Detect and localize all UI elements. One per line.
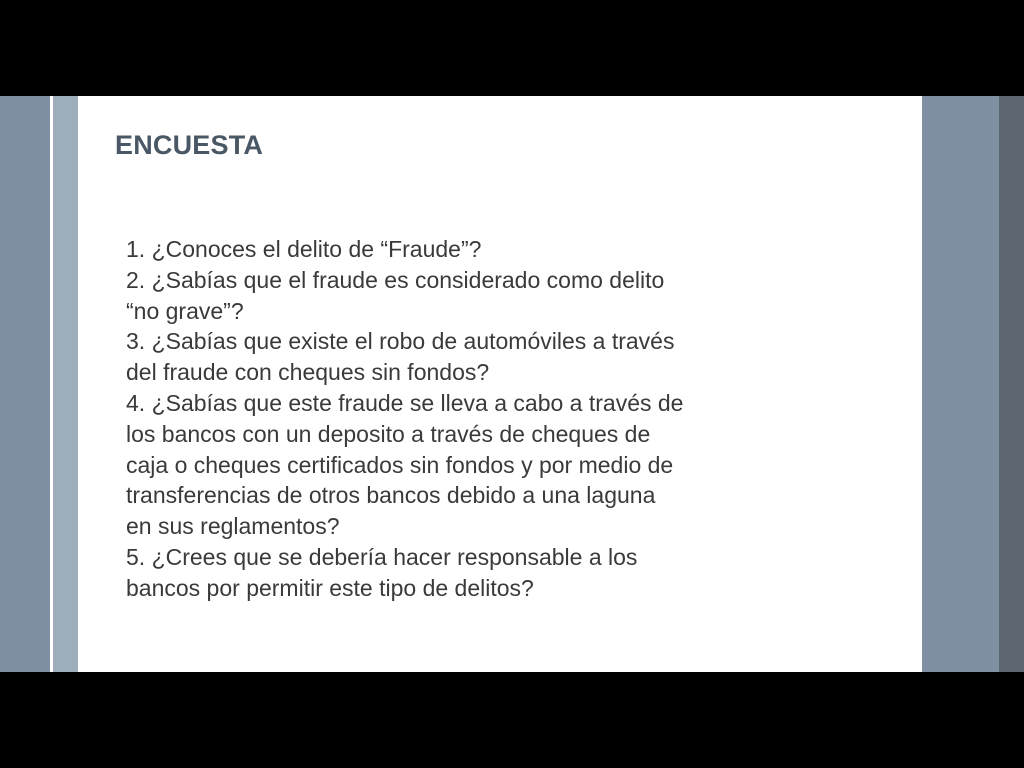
right-outer-band — [999, 96, 1024, 672]
left-decorative-band — [0, 96, 50, 672]
question-item: 1. ¿Conoces el delito de “Fraude”? — [126, 236, 482, 262]
presentation-slide — [0, 96, 1024, 672]
slide-title: ENCUESTA — [115, 130, 264, 160]
question-list — [126, 234, 686, 604]
question-item: 4. ¿Sabías que este fraude se lleva a cabo a través de los bancos con un deposito a través de cheques de caja o cheques certificados sin fondos y por medio de transferencias de otros bancos debido a una laguna en sus reglamentos? — [126, 389, 684, 540]
question-item: 5. ¿Crees que se debería hacer responsable a los bancos por permitir este tipo de delitos? — [126, 543, 638, 601]
right-decorative-band — [922, 96, 999, 672]
letterbox-top — [0, 0, 1024, 96]
question-item: 3. ¿Sabías que existe el robo de automóviles a través del fraude con cheques sin fondos? — [126, 328, 675, 386]
left-inner-band — [53, 96, 78, 672]
letterbox-bottom — [0, 672, 1024, 768]
slide-content — [78, 96, 922, 672]
question-item: 2. ¿Sabías que el fraude es considerado como delito “no grave”? — [126, 266, 665, 324]
